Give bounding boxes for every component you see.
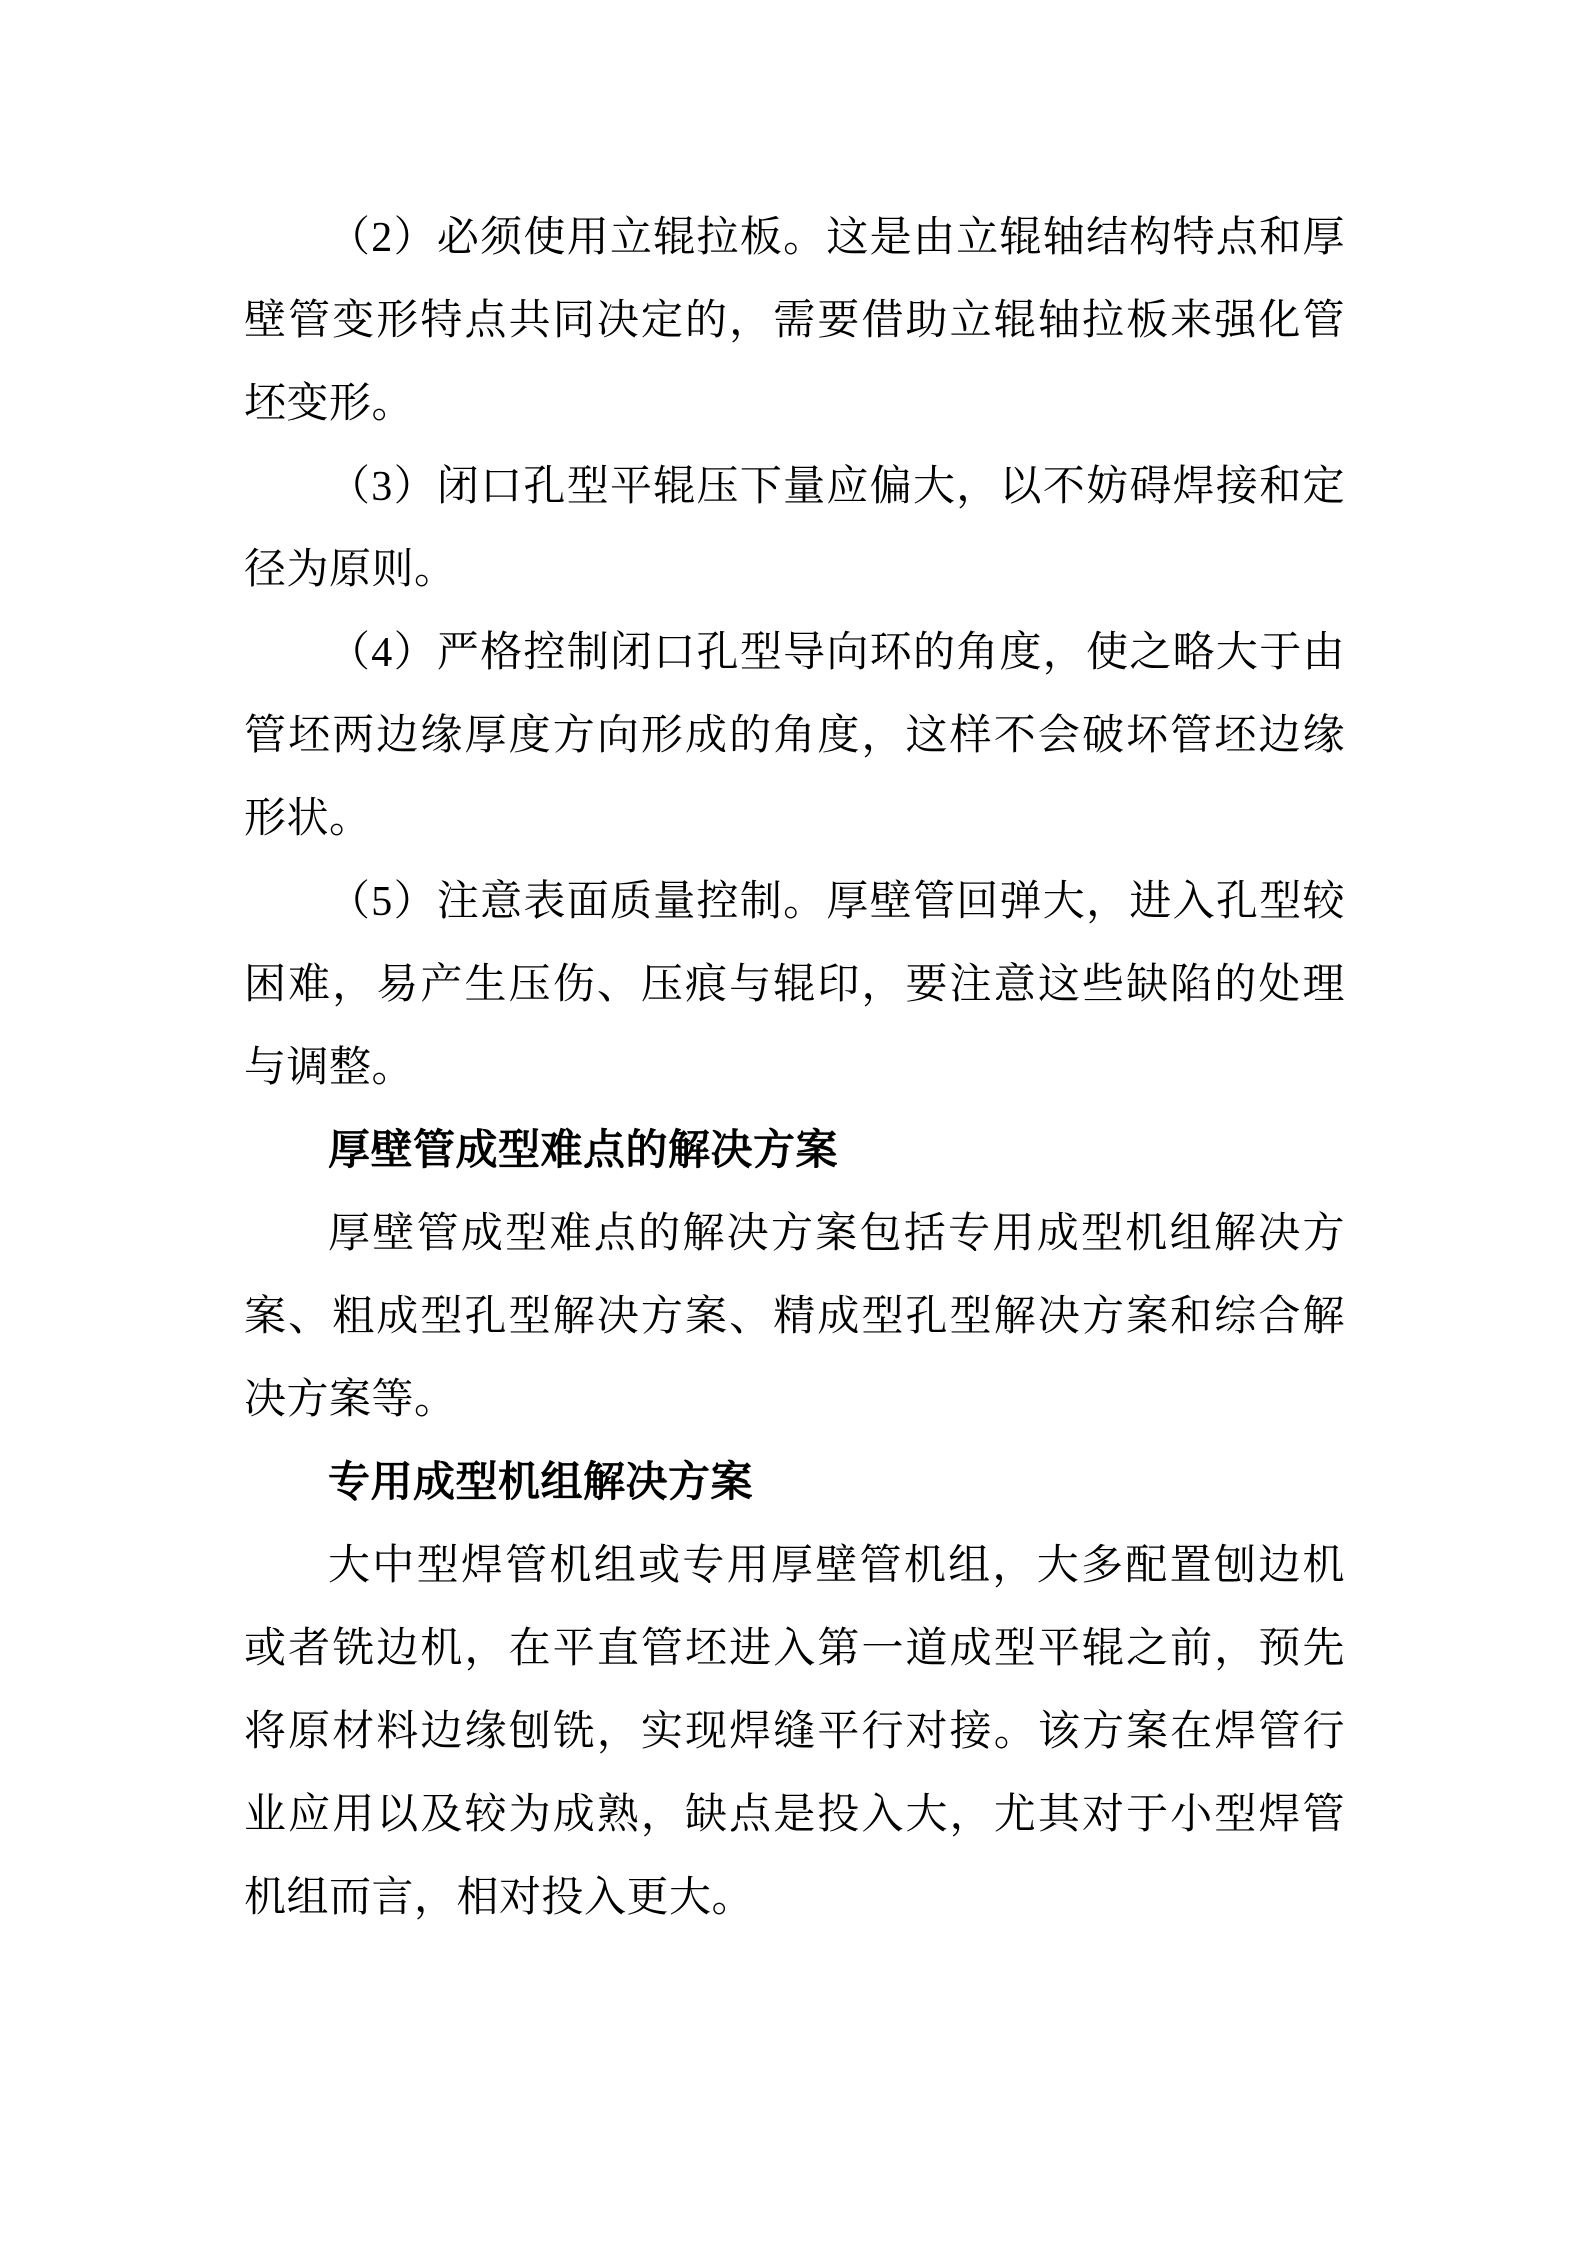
- section-heading-forming-difficulties-solutions: 厚壁管成型难点的解决方案: [328, 1128, 839, 1174]
- paragraph-item-3: （3）闭口孔型平辊压下量应偏大，以不妨碍焊接和定径为原则。: [244, 464, 1345, 593]
- paragraph-item-2: （2）必须使用立辊拉板。这是由立辊轴结构特点和厚壁管变形特点共同决定的，需要借助立辊轴拉板来强化管坯变形。: [244, 215, 1345, 427]
- paragraph-dedicated-forming-unit-detail: 大中型焊管机组或专用厚壁管机组，大多配置刨边机或者铣边机，在平直管坯进入第一道成型平辊之前，预先将原材料边缘刨铣，实现焊缝平行对接。该方案在焊管行业应用以及较为成熟，缺点是投入大，尤其对于小型焊管机组而言，相对投入更大。: [244, 1543, 1345, 1921]
- paragraph-item-5: （5）注意表面质量控制。厚壁管回弹大，进入孔型较困难，易产生压伤、压痕与辊印，要注意这些缺陷的处理与调整。: [244, 879, 1345, 1091]
- document-text-block: [244, 197, 1345, 1940]
- section-heading-dedicated-forming-unit-solution: 专用成型机组解决方案: [328, 1460, 754, 1506]
- paragraph-solutions-overview: 厚壁管成型难点的解决方案包括专用成型机组解决方案、粗成型孔型解决方案、精成型孔型解决方案和综合解决方案等。: [244, 1211, 1345, 1423]
- paragraph-item-4: （4）严格控制闭口孔型导向环的角度，使之略大于由管坯两边缘厚度方向形成的角度，这样不会破坏管坯边缘形状。: [244, 630, 1345, 842]
